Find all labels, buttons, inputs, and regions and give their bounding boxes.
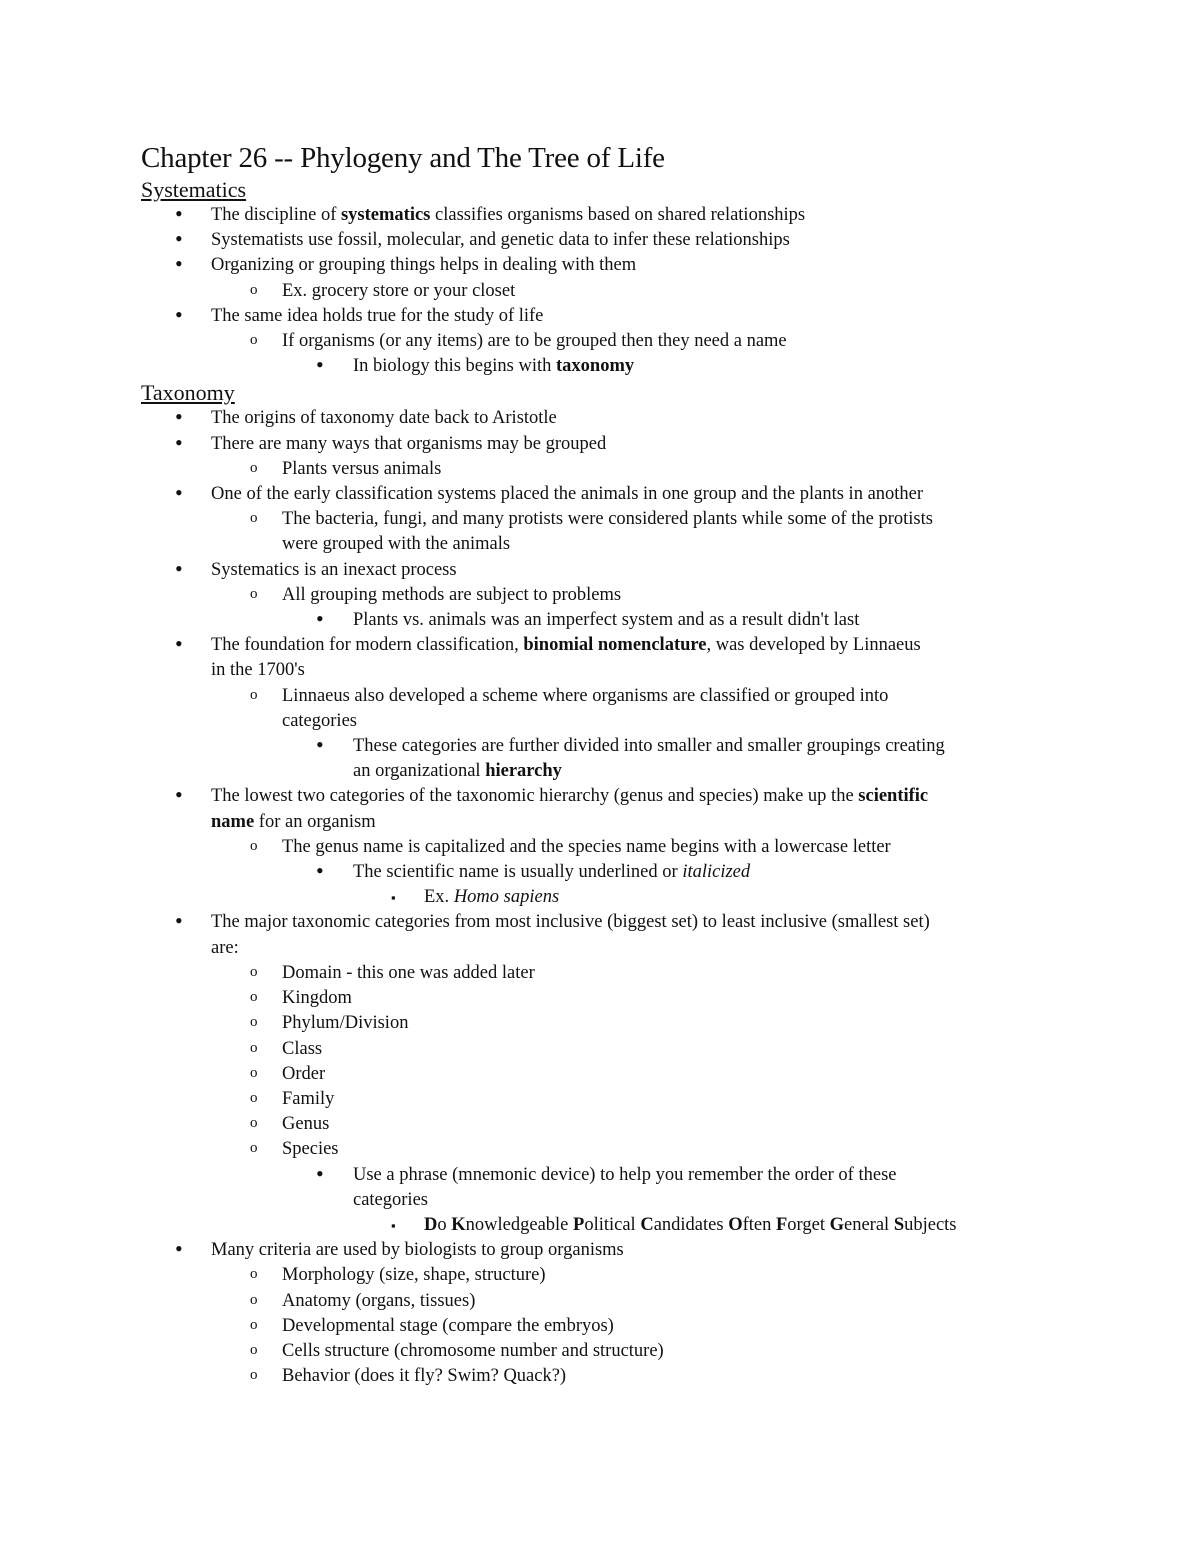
list-item (141, 885, 1061, 910)
filled-bullet-icon: • (175, 1236, 183, 1262)
list-item (141, 429, 1061, 457)
hollow-bullet-icon: o (250, 1140, 258, 1157)
item-text: Plants vs. animals was an imperfect system and as a result didn't last (353, 610, 860, 631)
list-item-continuation (141, 532, 1061, 557)
hollow-bullet-icon: o (250, 1115, 258, 1132)
category-text: Class (282, 1038, 323, 1059)
item-text: The major taxonomic categories from most inclusive (biggest set) to least inclusive (smallest set) (211, 912, 930, 933)
list-item (141, 457, 1061, 482)
item-text: for an organism (254, 811, 376, 832)
item-text: There are many ways that organisms may be grouped (211, 433, 607, 454)
item-bold-term: name (211, 811, 255, 832)
item-text: Organizing or grouping things helps in dealing with them (211, 255, 637, 276)
list-item (141, 961, 1061, 986)
item-text: in the 1700's (211, 660, 305, 681)
item-text: , was developed by Linnaeus (706, 635, 921, 656)
mnemonic-initial: G (829, 1214, 844, 1235)
filled-bullet-icon: • (175, 480, 183, 506)
filled-bullet-icon: • (316, 1160, 324, 1186)
list-item (141, 482, 1061, 507)
item-bold-term: hierarchy (485, 761, 562, 782)
hollow-bullet-icon: o (250, 837, 258, 854)
item-text: Ex. (424, 887, 454, 908)
filled-bullet-icon: • (316, 352, 324, 378)
section-heading-taxonomy: Taxonomy (141, 380, 235, 406)
hollow-bullet-icon: o (250, 332, 258, 349)
item-text: classifies organisms based on shared relationships (430, 205, 806, 225)
filled-bullet-icon: • (175, 251, 183, 277)
item-text: are: (211, 937, 239, 958)
mnemonic-initial: S (893, 1214, 905, 1235)
mnemonic-initial: D (424, 1214, 438, 1235)
mnemonic-initial: P (573, 1214, 585, 1235)
list-item-continuation (141, 658, 1061, 683)
mnemonic-rest: o (437, 1214, 452, 1235)
item-text: The foundation for modern classification, (211, 635, 524, 656)
filled-bullet-icon: • (175, 429, 183, 455)
item-text: were grouped with the animals (282, 534, 511, 555)
hollow-bullet-icon: o (250, 686, 258, 703)
hollow-bullet-icon: o (250, 963, 258, 980)
item-text: an organizational (353, 761, 486, 782)
item-italic-term: italicized (682, 862, 751, 883)
item-text: One of the early classification systems placed the animals in one group and the plants in another (211, 484, 924, 505)
list-item (141, 329, 1061, 354)
list-item (141, 583, 1061, 608)
list-item (141, 253, 1061, 278)
mnemonic-rest: olitical (584, 1214, 641, 1235)
filled-bullet-icon: • (175, 226, 183, 252)
hollow-bullet-icon: o (250, 585, 258, 602)
list-item (141, 406, 1061, 431)
hollow-bullet-icon: o (250, 1064, 258, 1081)
criterion-text: Anatomy (organs, tissues) (282, 1290, 476, 1311)
list-item (141, 734, 1061, 759)
item-bold-term: scientific (858, 786, 929, 807)
list-item (141, 1364, 1061, 1389)
item-text: Many criteria are used by biologists to group organisms (211, 1240, 624, 1261)
hollow-bullet-icon: o (250, 1014, 258, 1031)
item-text: Systematics is an inexact process (211, 559, 457, 580)
square-bullet-icon: ▪ (391, 890, 396, 906)
list-item (141, 203, 1061, 228)
category-text: Phylum/Division (282, 1013, 409, 1034)
item-text: The same idea holds true for the study of life (211, 305, 544, 326)
filled-bullet-icon: • (175, 301, 183, 327)
item-text: These categories are further divided into smaller and smaller groupings creating (353, 736, 945, 757)
list-item (141, 507, 1061, 532)
list-item-continuation (141, 759, 1061, 784)
mnemonic-rest: orget (787, 1214, 830, 1235)
hollow-bullet-icon: o (250, 1341, 258, 1358)
item-text: The scientific name is usually underlined or (353, 862, 683, 883)
list-item (141, 1289, 1061, 1314)
list-item (141, 1062, 1061, 1087)
hollow-bullet-icon: o (250, 1089, 258, 1106)
filled-bullet-icon: • (175, 782, 183, 808)
list-item (141, 354, 1061, 379)
mnemonic-rest: nowledgeable (465, 1214, 574, 1235)
category-text: Genus (282, 1114, 330, 1135)
list-item-continuation (141, 709, 1061, 734)
item-bold-term: systematics (340, 205, 431, 225)
filled-bullet-icon: • (316, 606, 324, 632)
list-item (141, 301, 1061, 329)
hollow-bullet-icon: o (250, 989, 258, 1006)
filled-bullet-icon: • (175, 201, 183, 226)
item-text: In biology this begins with (353, 356, 556, 377)
mnemonic-rest: ften (742, 1214, 776, 1235)
list-item (141, 986, 1061, 1011)
list-item (141, 228, 1061, 253)
list-item (141, 1137, 1061, 1162)
mnemonic-phrase (141, 1213, 1061, 1238)
item-text: categories (282, 710, 357, 731)
item-text: categories (353, 1189, 428, 1210)
list-item (141, 633, 1061, 658)
list-item (141, 1037, 1061, 1062)
list-item (141, 910, 1061, 935)
category-text: Species (282, 1139, 339, 1160)
mnemonic-initial: K (451, 1214, 466, 1235)
filled-bullet-icon: • (175, 404, 183, 430)
list-item (141, 860, 1061, 885)
hollow-bullet-icon: o (250, 1291, 258, 1308)
mnemonic-rest: ubjects (904, 1214, 957, 1235)
item-bold-term: binomial nomenclature (523, 635, 707, 656)
item-text: The genus name is capitalized and the species name begins with a lowercase letter (282, 836, 891, 857)
hollow-bullet-icon: o (250, 281, 258, 298)
hollow-bullet-icon: o (250, 510, 258, 527)
item-text: Linnaeus also developed a scheme where organisms are classified or grouped into (282, 685, 889, 706)
mnemonic-rest: eneral (844, 1214, 894, 1235)
criterion-text: Developmental stage (compare the embryos) (282, 1315, 614, 1336)
criterion-text: Cells structure (chromosome number and structure) (282, 1340, 664, 1361)
mnemonic-rest: andidates (653, 1214, 729, 1235)
square-bullet-icon: ▪ (391, 1217, 396, 1233)
item-bold-term: taxonomy (556, 356, 635, 377)
item-text: The discipline of (211, 205, 341, 225)
document-page (141, 140, 1061, 1389)
list-item-continuation (141, 1188, 1061, 1213)
filled-bullet-icon: • (175, 631, 183, 657)
category-text: Domain - this one was added later (282, 962, 535, 983)
mnemonic-initial: F (775, 1214, 788, 1235)
criterion-text: Morphology (size, shape, structure) (282, 1265, 546, 1286)
list-item-continuation (141, 810, 1061, 835)
list-item (141, 555, 1061, 583)
item-text: The bacteria, fungi, and many protists were considered plants while some of the protists (282, 509, 933, 530)
mnemonic-initial: O (728, 1214, 743, 1235)
item-text: The lowest two categories of the taxonomic hierarchy (genus and species) make up the (211, 786, 859, 807)
list-item (141, 279, 1061, 304)
list-item (141, 1314, 1061, 1339)
list-item (141, 1339, 1061, 1364)
filled-bullet-icon: • (316, 732, 324, 758)
category-text: Family (282, 1088, 335, 1109)
item-text: The origins of taxonomy date back to Aristotle (211, 408, 557, 429)
section-heading-systematics: Systematics (141, 177, 247, 202)
category-text: Kingdom (282, 988, 352, 1009)
item-text: All grouping methods are subject to problems (282, 584, 622, 605)
item-text: If organisms (or any items) are to be grouped then they need a name (282, 331, 787, 352)
hollow-bullet-icon: o (250, 1316, 258, 1333)
list-item (141, 784, 1061, 809)
list-item (141, 684, 1061, 709)
item-italic-term: Homo sapiens (453, 887, 560, 908)
list-item (141, 1263, 1061, 1288)
category-text: Order (282, 1063, 326, 1084)
list-item (141, 1160, 1061, 1188)
filled-bullet-icon: • (175, 555, 183, 581)
item-text: Plants versus animals (282, 458, 442, 479)
criterion-text: Behavior (does it fly? Swim? Quack?) (282, 1366, 567, 1387)
list-item (141, 608, 1061, 633)
item-text: Use a phrase (mnemonic device) to help you remember the order of these (353, 1164, 897, 1185)
hollow-bullet-icon: o (250, 459, 258, 476)
list-item (141, 1238, 1061, 1263)
filled-bullet-icon: • (316, 858, 324, 884)
hollow-bullet-icon: o (250, 1039, 258, 1056)
list-item (141, 835, 1061, 860)
hollow-bullet-icon: o (250, 1367, 258, 1384)
list-item (141, 1087, 1061, 1112)
filled-bullet-icon: • (175, 908, 183, 934)
list-item (141, 1112, 1061, 1137)
document-title: Chapter 26 -- Phylogeny and The Tree of Life (141, 142, 665, 174)
mnemonic-initial: C (640, 1214, 654, 1235)
item-text: Systematists use fossil, molecular, and genetic data to infer these relationships (211, 230, 790, 251)
list-item (141, 1011, 1061, 1036)
item-text: Ex. grocery store or your closet (282, 280, 516, 301)
list-item-continuation (141, 936, 1061, 961)
hollow-bullet-icon: o (250, 1266, 258, 1283)
